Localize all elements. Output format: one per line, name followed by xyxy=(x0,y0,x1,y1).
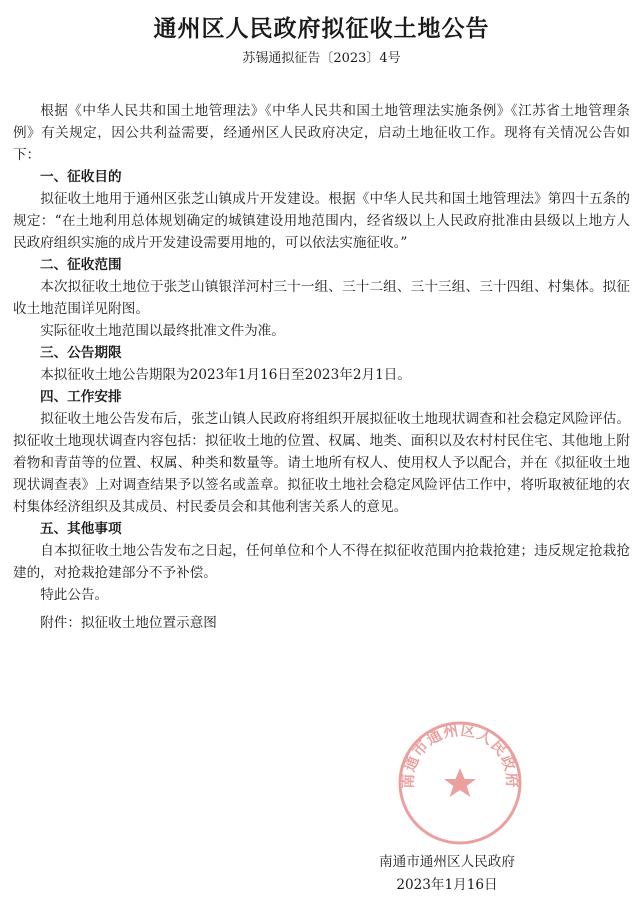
document-body xyxy=(13,100,630,634)
section-heading-scope: 二、征收范围 xyxy=(40,257,122,273)
document-number: 苏锡通拟征告〔2023〕4号 xyxy=(242,51,401,66)
other-paragraph: 自本拟征收土地公告发布之日起，任何单位和个人不得在拟征收范围内抢栽抢建；违反规定抢栽抢建的，对抢栽抢建部分不予补偿。 xyxy=(13,543,630,581)
closing-text: 特此公告。 xyxy=(40,587,109,603)
signature-date: 2023年1月16日 xyxy=(396,877,498,893)
section-heading-period: 三、公告期限 xyxy=(40,345,122,361)
signer-organization: 南通市通州区人民政府 xyxy=(379,854,515,870)
period-paragraph: 本拟征收土地公告期限为2023年1月16日至2023年2月1日。 xyxy=(40,367,411,383)
attachment-link[interactable]: 附件：拟征收土地位置示意图 xyxy=(40,615,217,631)
scope-paragraph: 本次拟征收土地位于张芝山镇银洋河村三十一组、三十二组、三十三组、三十四组、村集体。拟征收土地范围详见附图。 xyxy=(13,279,630,317)
intro-paragraph: 根据《中华人民共和国土地管理法》《中华人民共和国土地管理法实施条例》《江苏省土地管理条例》有关规定，因公共利益需要，经通州区人民政府决定，启动土地征收工作。现将有关情况公告如下： xyxy=(13,103,630,163)
svg-text:南通市通州区人民政府: 南通市通州区人民政府 xyxy=(398,720,522,789)
section-heading-work: 四、工作安排 xyxy=(40,389,122,405)
section-heading-other: 五、其他事项 xyxy=(40,521,122,537)
section-heading-purpose: 一、征收目的 xyxy=(40,169,122,185)
scope-note-paragraph: 实际征收土地范围以最终批准文件为准。 xyxy=(40,323,285,339)
work-paragraph: 拟征收土地公告发布后，张芝山镇人民政府将组织开展拟征收土地现状调查和社会稳定风险评估。拟征收土地现状调查内容包括：拟征收土地的位置、权属、地类、面积以及农村村民住宅、其他地上附着物和青苗等的位置、权属、种类和数量等。请土地所有权人、使用权人予以配合，并在《拟征收土地现状调查表》上对调查结果予以签名或盖章。拟征收土地社会稳定风险评估工作中，将听取被征地的农村集体经济组织及其成员、村民委员会和其他利害关系人的意见。 xyxy=(13,411,630,515)
document-title: 通州区人民政府拟征收土地公告 xyxy=(153,15,490,42)
purpose-paragraph: 拟征收土地用于通州区张芝山镇成片开发建设。根据《中华人民共和国土地管理法》第四十五条的规定：“在土地利用总体规划确定的城镇建设用地范围内，经省级以上人民政府批准由县级以上地方人民政府组织实施的成片开发建设需要用地的，可以依法实施征收。” xyxy=(13,191,630,251)
official-seal-icon xyxy=(395,718,525,848)
